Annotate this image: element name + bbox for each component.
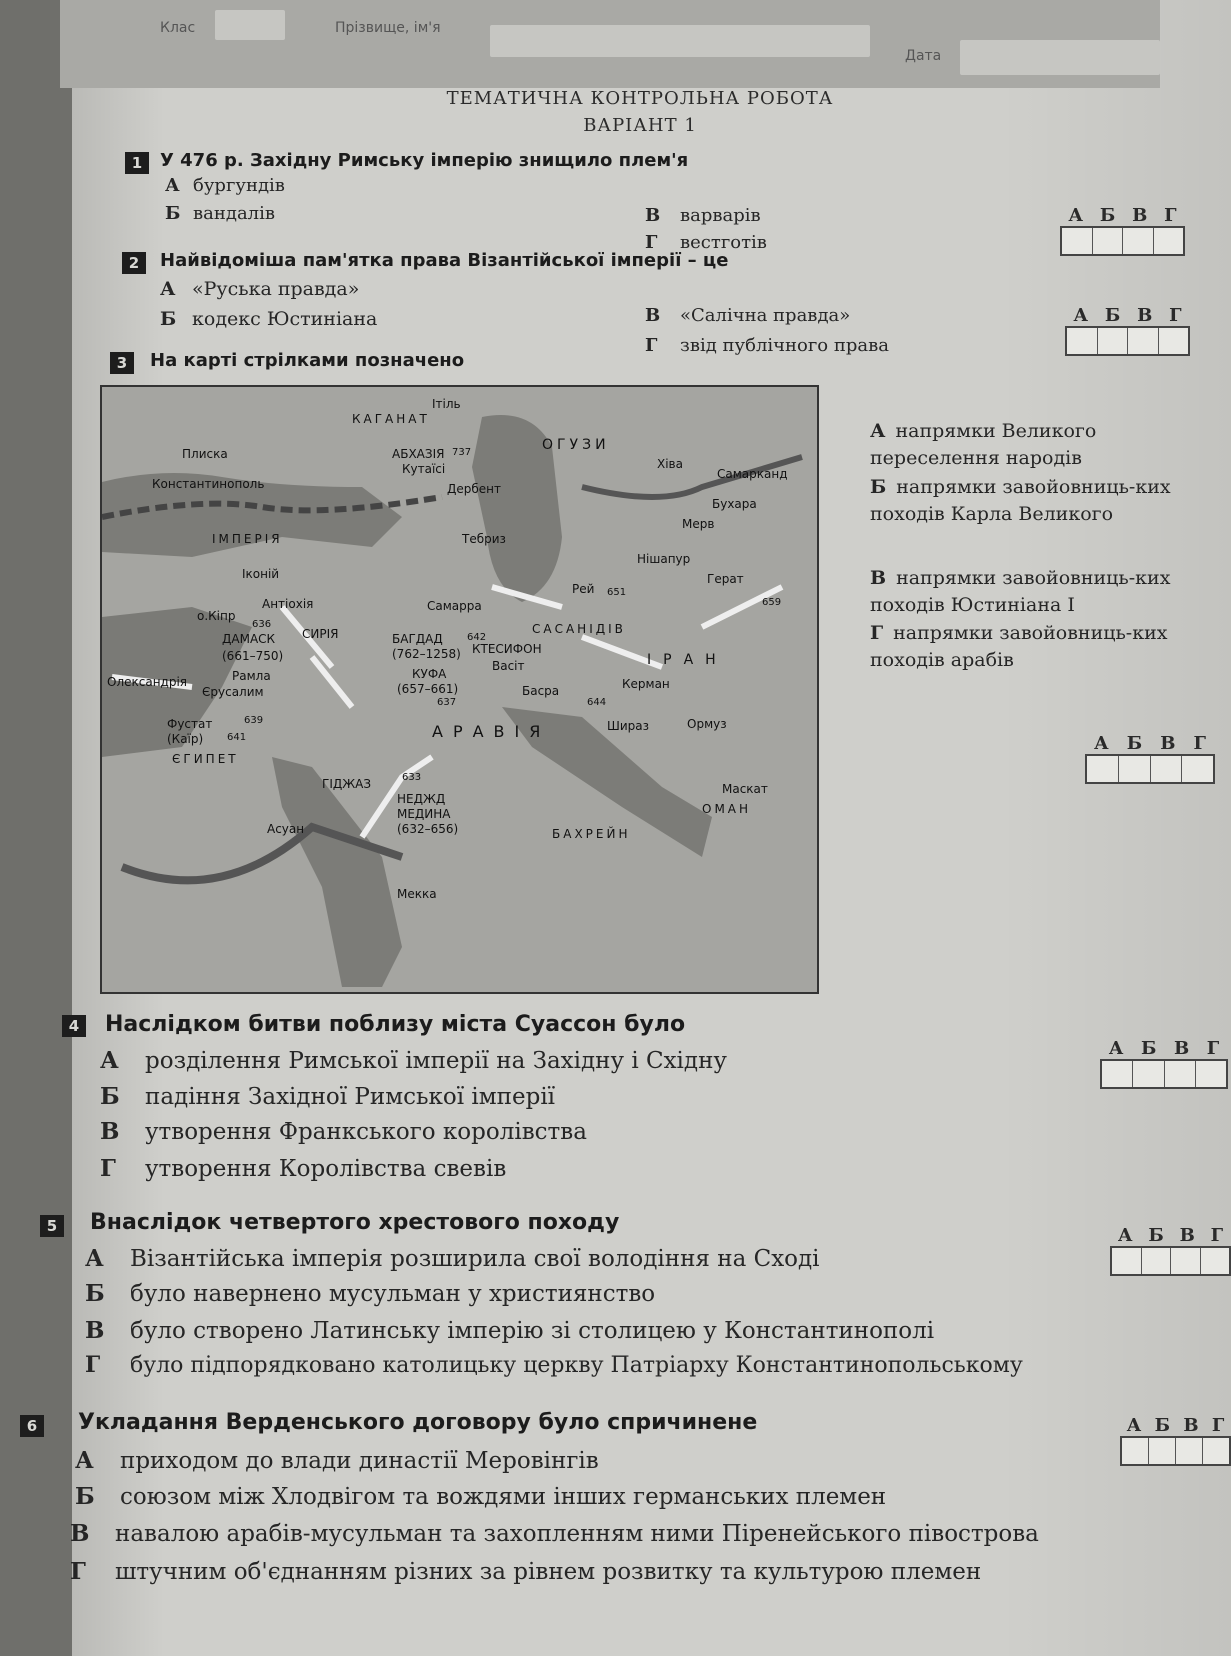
map-label: Олександрія: [107, 675, 188, 689]
q2-answer-grid[interactable]: [1065, 305, 1190, 356]
q3-answer-letter: А: [1094, 733, 1109, 754]
q2-answer-cell[interactable]: [1098, 328, 1129, 354]
map-label: 659: [762, 597, 782, 608]
q6-answer-cell[interactable]: [1149, 1438, 1176, 1464]
q3-answer-cell[interactable]: [1151, 756, 1183, 782]
map-label: СИРІЯ: [302, 627, 339, 641]
class-field[interactable]: [215, 10, 285, 40]
q6-option-g[interactable]: Г штучним об'єднанням різних за рівнем розвитку та культурою племен: [70, 1558, 982, 1585]
map-label: ЄГИПЕТ: [172, 752, 239, 766]
q3-answer-cell[interactable]: [1182, 756, 1213, 782]
q4-option-v[interactable]: В утворення Франкського королівства: [100, 1118, 587, 1145]
map-label: ГІДЖАЗ: [322, 777, 372, 791]
q4-answer-letter: Б: [1141, 1038, 1157, 1059]
q5-answer-cell[interactable]: [1171, 1248, 1201, 1274]
map-label: Рей: [572, 582, 595, 596]
map-label: Ормуз: [687, 717, 727, 731]
map-label: Фустат: [167, 717, 213, 731]
map-label: (Каїр): [167, 732, 204, 746]
map-label: ДАМАСК: [222, 632, 276, 646]
q5-option-g[interactable]: Г було підпорядковано католицьку церкву Патріарху Константинопольському: [85, 1352, 1023, 1378]
page-title: ТЕМАТИЧНА КОНТРОЛЬНА РОБОТА: [446, 88, 834, 109]
map-label: Асуан: [267, 822, 305, 836]
question-number-5: 5: [40, 1215, 64, 1237]
q4-answer-letter: Г: [1206, 1038, 1220, 1059]
q6-answer-cell[interactable]: [1176, 1438, 1203, 1464]
map-label: 637: [437, 697, 457, 708]
q5-answer-letter: Г: [1210, 1225, 1224, 1246]
q6-option-a[interactable]: А приходом до влади династії Меровінгів: [75, 1447, 599, 1474]
map-label: 641: [227, 732, 247, 743]
q4-answer-cell[interactable]: [1102, 1061, 1133, 1087]
q6-answer-letter: Б: [1154, 1415, 1171, 1436]
q6-answer-grid[interactable]: [1120, 1415, 1231, 1466]
map-label: о.Кіпр: [197, 609, 236, 623]
map-label: САСАНІДІВ: [532, 622, 626, 636]
q3-option-b[interactable]: Б напрямки завойовниць-ких походів Карла Великого: [870, 476, 1171, 525]
map-label: Хіва: [657, 457, 683, 471]
map-label: ОМАН: [702, 802, 752, 816]
map-label: АБХАЗІЯ: [392, 447, 445, 461]
q1-answer-cell[interactable]: [1093, 228, 1124, 254]
q3-answer-letter: Б: [1126, 733, 1143, 754]
q4-answer-letter: А: [1108, 1038, 1124, 1059]
map-label: БАХРЕЙН: [552, 827, 631, 841]
q5-option-a[interactable]: А Візантійська імперія розширила свої володіння на Сході: [85, 1245, 820, 1272]
map-label: 639: [244, 715, 264, 726]
variant-title: ВАРІАНТ 1: [583, 115, 697, 136]
q5-answer-letter: В: [1179, 1225, 1195, 1246]
q1-answer-cell[interactable]: [1154, 228, 1184, 254]
map-label: (661–750): [222, 649, 284, 663]
q6-answer-cell[interactable]: [1122, 1438, 1149, 1464]
q2-answer-letter: Г: [1169, 305, 1182, 326]
map-label: КАГАНАТ: [352, 412, 430, 426]
q5-answer-letter: А: [1117, 1225, 1133, 1246]
q6-answer-letter: А: [1126, 1415, 1142, 1436]
map-label: КТЕСИФОН: [472, 642, 542, 656]
map-label: Маскат: [722, 782, 768, 796]
map-label: Мекка: [397, 887, 437, 901]
q3-option-v[interactable]: В напрямки завойовниць-ких походів Юстиніана І: [870, 567, 1171, 616]
q4-answer-cell[interactable]: [1165, 1061, 1196, 1087]
q4-option-b[interactable]: Б падіння Західної Римської імперії: [100, 1083, 556, 1110]
map-label: Басра: [522, 684, 560, 698]
q5-option-b[interactable]: Б було навернено мусульман у християнство: [85, 1280, 656, 1307]
map-label: Самарканд: [717, 467, 788, 481]
map-label: 651: [607, 587, 627, 598]
map-label: Мерв: [682, 517, 715, 531]
map-label: АРАВІЯ: [432, 722, 551, 741]
map-label: Іконій: [242, 567, 280, 581]
q2-option-g[interactable]: Г звід публічного права: [645, 335, 889, 356]
question-number-4: 4: [62, 1015, 86, 1037]
q2-option-a[interactable]: А «Руська правда»: [160, 278, 360, 300]
question-number-6: 6: [20, 1415, 44, 1437]
map-label: 644: [587, 697, 607, 708]
q1-answer-cell[interactable]: [1062, 228, 1093, 254]
q6-option-b[interactable]: Б союзом між Хлодвігом та вождями інших германських племен: [75, 1483, 887, 1510]
map-label: Антіохія: [262, 597, 314, 611]
q3-option-g[interactable]: Г напрямки завойовниць-ких походів арабів: [870, 622, 1168, 671]
question-number-1: 1: [125, 152, 149, 174]
q2-answer-cell[interactable]: [1067, 328, 1098, 354]
q2-answer-cell[interactable]: [1159, 328, 1189, 354]
q1-answer-letter: В: [1132, 205, 1148, 226]
q2-answer-cell[interactable]: [1128, 328, 1159, 354]
q3-answer-letter: Г: [1193, 733, 1206, 754]
map-label: Плиска: [182, 447, 228, 461]
q6-option-v[interactable]: В навалою арабів-мусульман та захопленням ними Піренейського півострова: [70, 1520, 1039, 1547]
map-label: Герат: [707, 572, 744, 586]
map-label: Самарра: [427, 599, 482, 613]
q1-option-v[interactable]: В варварів: [645, 205, 761, 226]
map-label: 737: [452, 447, 472, 458]
q3-answer-letter: В: [1160, 733, 1176, 754]
q6-answer-letter: Г: [1211, 1415, 1225, 1436]
map-label: Нішапур: [637, 552, 691, 566]
map-label: 633: [402, 772, 422, 783]
q1-answer-letter: А: [1068, 205, 1084, 226]
q3-answer-cell[interactable]: [1087, 756, 1119, 782]
map-label: Єрусалим: [202, 685, 264, 699]
map-label: Тебриз: [462, 532, 506, 546]
map-label: (657–661): [397, 682, 459, 696]
map-label: 636: [252, 619, 272, 630]
q4-answer-cell[interactable]: [1196, 1061, 1226, 1087]
q1-answer-letter: Б: [1099, 205, 1116, 226]
name-label: Прізвище, ім'я: [335, 20, 441, 36]
map-label: Кутаїсі: [402, 462, 446, 476]
q4-option-a[interactable]: А розділення Римської імперії на Західну і Східну: [100, 1047, 727, 1074]
q1-answer-cell[interactable]: [1123, 228, 1154, 254]
question-2-text: Найвідоміша пам'ятка права Візантійської імперії – це: [160, 250, 729, 271]
q2-option-v[interactable]: В «Салічна правда»: [645, 305, 851, 326]
q5-answer-grid[interactable]: [1110, 1225, 1231, 1276]
q2-option-b[interactable]: Б кодекс Юстиніана: [160, 308, 378, 330]
q5-option-v[interactable]: В було створено Латинську імперію зі столицею у Константинополі: [85, 1317, 935, 1344]
q3-option-a[interactable]: А напрямки Великого переселення народів: [870, 420, 1097, 469]
map-label: Керман: [622, 677, 670, 691]
q5-answer-cell[interactable]: [1201, 1248, 1230, 1274]
map-label: Шираз: [607, 719, 649, 733]
name-field[interactable]: [490, 25, 870, 57]
date-label: Дата: [905, 48, 942, 64]
map-label: БАГДАД: [392, 632, 443, 646]
map-label: ІРАН: [647, 652, 728, 668]
q1-answer-letter: Г: [1164, 205, 1177, 226]
q5-answer-letter: Б: [1148, 1225, 1164, 1246]
map-label: НЕДЖД: [397, 792, 446, 806]
q2-answer-letter: В: [1137, 305, 1153, 326]
q6-answer-cell[interactable]: [1203, 1438, 1229, 1464]
map-label: Дербент: [447, 482, 501, 496]
map-label: ОГУЗИ: [542, 437, 610, 453]
q3-answer-grid[interactable]: [1085, 733, 1215, 784]
q4-answer-letter: В: [1173, 1038, 1190, 1059]
question-1-text: У 476 р. Західну Римську імперію знищило плем'я: [160, 150, 689, 171]
map-label: Рамла: [232, 669, 271, 683]
question-number-2: 2: [122, 252, 146, 274]
q5-answer-cell[interactable]: [1112, 1248, 1142, 1274]
q4-answer-cell[interactable]: [1133, 1061, 1164, 1087]
map-label: Бухара: [712, 497, 757, 511]
map-label: Васіт: [492, 659, 525, 673]
class-label: Клас: [160, 20, 196, 36]
q6-answer-letter: В: [1183, 1415, 1199, 1436]
map-label: Ітіль: [432, 397, 461, 411]
date-field[interactable]: [960, 40, 1160, 75]
question-3-text: На карті стрілками позначено: [150, 350, 465, 371]
question-4-text: Наслідком битви поблизу міста Суассон було: [105, 1012, 686, 1037]
map-label: Константинополь: [152, 477, 265, 491]
question-number-3: 3: [110, 352, 134, 374]
map-label: ІМПЕРІЯ: [212, 532, 283, 546]
q2-answer-letter: Б: [1104, 305, 1121, 326]
question-6-text: Укладання Верденського договору було спричинене: [78, 1410, 758, 1435]
q1-option-b[interactable]: Б вандалів: [165, 203, 276, 224]
historical-map: [100, 385, 819, 994]
q4-option-g[interactable]: Г утворення Королівства свевів: [100, 1155, 507, 1182]
map-label: МЕДИНА: [397, 807, 451, 821]
question-5-text: Внаслідок четвертого хрестового походу: [90, 1210, 620, 1235]
map-label: (632–656): [397, 822, 459, 836]
map-label: КУФА: [412, 667, 447, 681]
q2-answer-letter: А: [1073, 305, 1089, 326]
q4-answer-grid[interactable]: [1100, 1038, 1228, 1089]
q1-option-a[interactable]: А бургундів: [165, 175, 285, 196]
q3-answer-cell[interactable]: [1119, 756, 1151, 782]
q1-option-g[interactable]: Г вестготів: [645, 232, 767, 253]
q5-answer-cell[interactable]: [1142, 1248, 1172, 1274]
map-label: (762–1258): [392, 647, 461, 661]
q1-answer-grid[interactable]: [1060, 205, 1185, 256]
map-label: 642: [467, 632, 487, 643]
